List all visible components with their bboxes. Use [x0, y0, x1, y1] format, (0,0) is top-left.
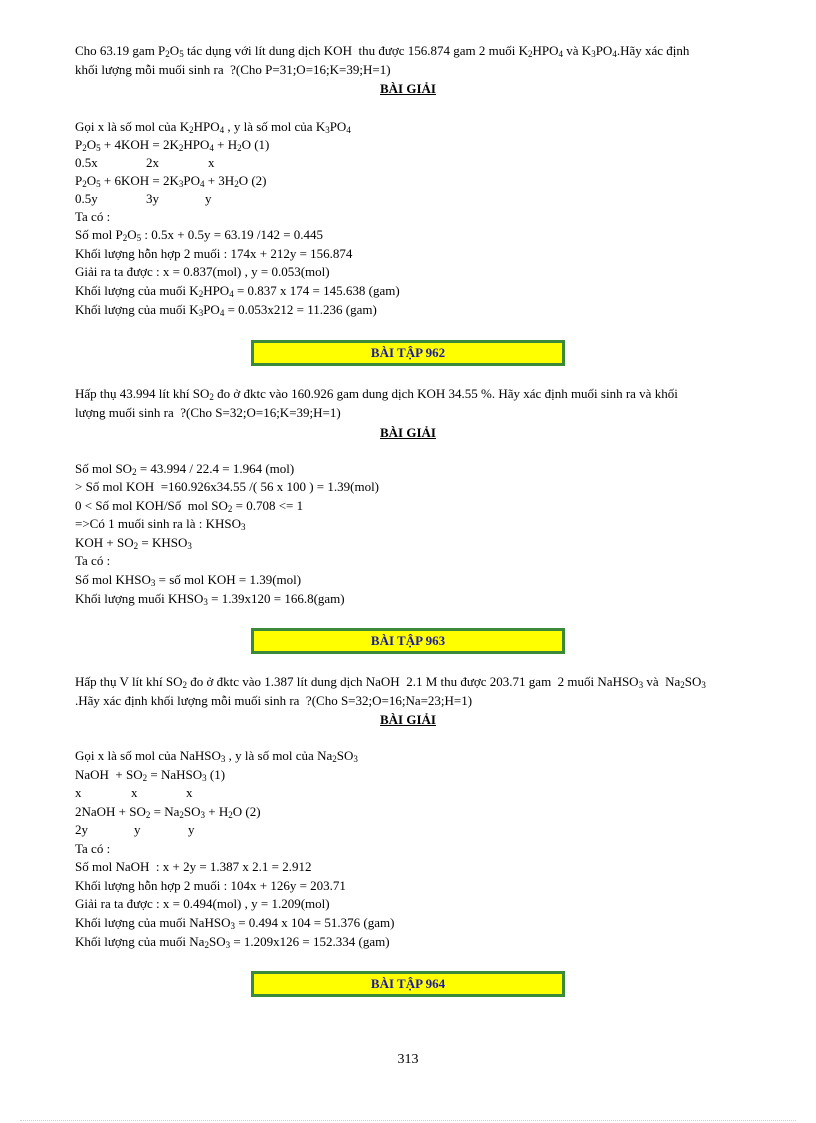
solution-line: Ta có : — [75, 841, 111, 856]
solution-line: NaOH + $SO_2$ = NaHSO$_3$ (1) — [75, 767, 226, 783]
solution-line: Ta có : — [75, 553, 111, 568]
exercise-banner-962: BÀI TẬP 962 — [251, 340, 565, 366]
question-line: khối lượng mỗi muối sinh ra ?(Cho P=31;O=16;K=39;H=1) — [75, 62, 391, 77]
exercise-banner-964: BÀI TẬP 964 — [251, 971, 565, 997]
solution-line: > Số mol KOH =160.926x34.55 /( 56 x 100 ) = 1.39(mol) — [75, 479, 380, 494]
ratio-cell: x — [186, 785, 193, 800]
ratio-cell: x — [131, 785, 138, 800]
solution-line: Khối lượng của muối $K_2HPO_4 = 0.837$ x 174 = 145.638 (gam) — [75, 283, 400, 299]
solution-line: 2NaOH + $SO_2 = Na_2SO_3 + H_2O$ (2) — [75, 804, 261, 820]
ratio-cell: 0.5y — [75, 191, 98, 206]
ratio-cell: 2x — [146, 155, 159, 170]
ratio-cell: 2y — [75, 822, 88, 837]
exercise-banner-963: BÀI TẬP 963 — [251, 628, 565, 654]
solution-line: KOH + $SO_2$ = $KHSO_3$ — [75, 535, 192, 551]
solution-line: Số mol $KHSO_3$ = số mol KOH = 1.39(mol) — [75, 572, 302, 588]
solution-line: Khối lượng của muối NaHSO$_3$ = 0.494 x 104 = 51.376 (gam) — [75, 915, 395, 931]
solution-line: Khối lượng muối $KHSO_3 = 1.39x120 = 166.8(gam)$ — [75, 591, 345, 607]
solution-line: $P_2O_5 + 6KOH = 2K_3PO_4 + 3H_2O$ (2) — [75, 173, 267, 189]
ratio-cell: x — [208, 155, 215, 170]
solution-line: 0 < Số mol KOH/Số mol $SO_2 = 0.708 <= 1$ — [75, 498, 304, 514]
question-line: Hấp thụ V lít khí $SO_2$ đo ở đktc vào 1.387 lít dung dịch NaOH 2.1 M thu được 203.71 gam 2 muối NaHSO$_3$ và $Na_2SO_3$ — [75, 674, 706, 690]
solution-line: Ta có : — [75, 209, 111, 224]
solution-line: Số mol $SO_2 = 43.994 / 22.4 = 1.964$ (mol) — [75, 461, 295, 477]
solution-line: Khối lượng hỗn hợp 2 muối : 174x + 212y = 156.874 — [75, 246, 353, 261]
solution-line: Gọi x là số mol của NaHSO$_3$ , y là số mol của $Na_2SO_3$ — [75, 748, 358, 764]
solution-line: Khối lượng hỗn hợp 2 muối : 104x + 126y = 203.71 — [75, 878, 346, 893]
page-number: 313 — [397, 1052, 419, 1067]
solution-line: Gọi x là số mol của $K_2HPO_4$ , y là số mol của $K_3PO_4$ — [75, 119, 351, 135]
page-edge-divider — [20, 1120, 796, 1121]
solution-line: Số mol NaOH : x + 2y = 1.387 x 2.1 = 2.912 — [75, 859, 312, 874]
ratio-cell: y — [188, 822, 195, 837]
solution-line: Giải ra ta được : x = 0.494(mol) , y = 1.209(mol) — [75, 896, 330, 911]
question-line: Cho 63.19 gam $P_2O_5$ tác dụng với lít dung dịch KOH thu được 156.874 gam 2 muối $K_2HPO_4$ và $K_3PO_4.Hãy$ xác định — [75, 43, 690, 59]
ratio-cell: y — [205, 191, 212, 206]
solution-line: Số mol $P_2O_5$ : 0.5x + 0.5y = 63.19 /142 = 0.445 — [75, 227, 324, 243]
question-line: Hấp thụ 43.994 lít khí $SO_2$ đo ở đktc vào 160.926 gam dung dịch KOH 34.55 %. Hãy xác định muối sinh ra và khối — [75, 386, 678, 402]
ratio-cell: 0.5x — [75, 155, 98, 170]
question-line: .Hãy xác định khối lượng mỗi muối sinh ra ?(Cho S=32;O=16;Na=23;H=1) — [75, 693, 473, 708]
ratio-cell: y — [134, 822, 141, 837]
ratio-cell: 3y — [146, 191, 159, 206]
question-line: lượng muối sinh ra ?(Cho S=32;O=16;K=39;H=1) — [75, 405, 341, 420]
solution-line: Khối lượng của muối $Na_2SO_3 = 1.209x126 = 152.334$ (gam) — [75, 934, 390, 950]
ratio-cell: x — [75, 785, 82, 800]
solution-line: Giải ra ta được : x = 0.837(mol) , y = 0.053(mol) — [75, 264, 330, 279]
solution-title: BÀI GIẢI — [380, 712, 436, 727]
solution-line: =>Có 1 muối sinh ra là : $KHSO_3$ — [75, 516, 246, 532]
solution-line: Khối lượng của muối $K_3PO_4 = 0.053x212 = 11.236$ (gam) — [75, 302, 377, 318]
solution-title: BÀI GIẢI — [380, 425, 436, 440]
solution-line: $P_2O_5 + 4KOH = 2K_2HPO_4 + H_2O$ (1) — [75, 137, 270, 153]
solution-title: BÀI GIẢI — [380, 81, 436, 96]
